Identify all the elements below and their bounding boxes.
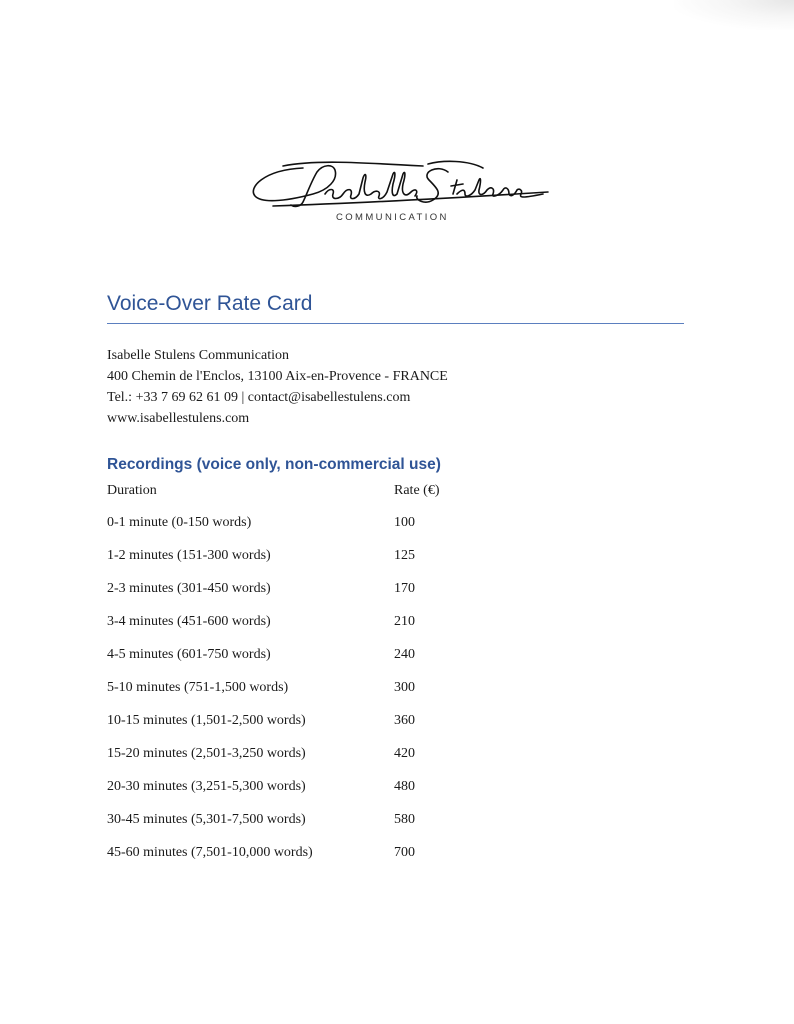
rate-cell: 580: [394, 812, 415, 827]
page-title: Voice-Over Rate Card: [107, 292, 313, 315]
table-row: [107, 779, 607, 812]
rate-cell: 125: [394, 548, 415, 563]
rate-cell: 210: [394, 614, 415, 629]
rate-cell: 300: [394, 680, 415, 695]
title-underline: [107, 323, 684, 324]
column-header-duration: Duration: [107, 483, 157, 498]
phone-email: Tel.: +33 7 69 62 61 09 | contact@isabellestulens.com: [107, 390, 411, 405]
rate-cell: 170: [394, 581, 415, 596]
company-name: Isabelle Stulens Communication: [107, 348, 289, 363]
duration-cell: 15-20 minutes (2,501-3,250 words): [107, 746, 306, 761]
duration-cell: 45-60 minutes (7,501-10,000 words): [107, 845, 313, 860]
contact-block: [107, 345, 448, 429]
column-header-rate: Rate (€): [394, 483, 440, 498]
duration-cell: 3-4 minutes (451-600 words): [107, 614, 271, 629]
table-row: [107, 647, 607, 680]
table-row: [107, 845, 607, 878]
table-row: [107, 680, 607, 713]
duration-cell: 2-3 minutes (301-450 words): [107, 581, 271, 596]
rate-cell: 100: [394, 515, 415, 530]
duration-cell: 20-30 minutes (3,251-5,300 words): [107, 779, 306, 794]
rate-cell: 240: [394, 647, 415, 662]
rate-cell: 700: [394, 845, 415, 860]
website: www.isabellestulens.com: [107, 411, 250, 426]
rate-cell: 420: [394, 746, 415, 761]
table-row: [107, 515, 607, 548]
duration-cell: 10-15 minutes (1,501-2,500 words): [107, 713, 306, 728]
table-row: [107, 746, 607, 779]
address: 400 Chemin de l'Enclos, 13100 Aix-en-Provence - FRANCE: [107, 369, 448, 384]
page-corner-shadow: [674, 0, 794, 30]
section-heading: Recordings (voice only, non-commercial use): [107, 456, 441, 473]
duration-cell: 1-2 minutes (151-300 words): [107, 548, 271, 563]
table-row: [107, 614, 607, 647]
duration-cell: 4-5 minutes (601-750 words): [107, 647, 271, 662]
duration-cell: 5-10 minutes (751-1,500 words): [107, 680, 289, 695]
table-row: [107, 713, 607, 746]
logo-subtitle: COMMUNICATION: [336, 212, 449, 223]
duration-cell: 0-1 minute (0-150 words): [107, 515, 252, 530]
rate-table: [107, 515, 607, 878]
rate-cell: 360: [394, 713, 415, 728]
duration-cell: 30-45 minutes (5,301-7,500 words): [107, 812, 306, 827]
table-row: [107, 581, 607, 614]
rate-cell: 480: [394, 779, 415, 794]
table-row: [107, 548, 607, 581]
table-row: [107, 812, 607, 845]
